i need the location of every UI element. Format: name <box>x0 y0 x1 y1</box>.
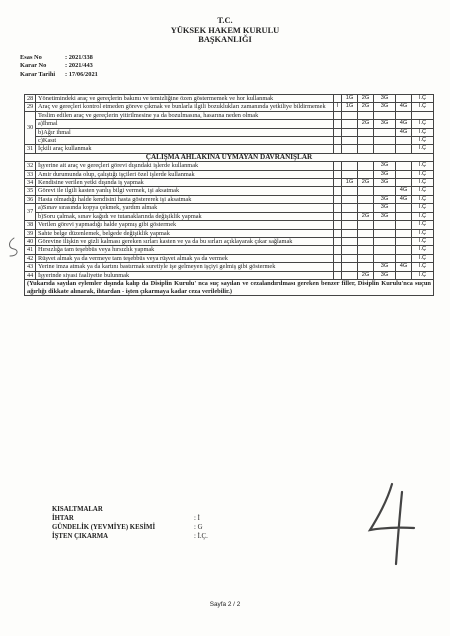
penalty-ic: İ.Ç <box>412 221 434 229</box>
table-row <box>25 170 434 178</box>
item-number: 43 <box>25 263 36 271</box>
penalty-1g <box>342 212 358 220</box>
abbr-label: KISALTMALAR <box>52 506 103 513</box>
penalty-2g <box>358 128 374 136</box>
penalty-4g <box>396 95 412 103</box>
table-row <box>25 95 434 103</box>
penalty-4g <box>396 229 412 237</box>
discipline-table <box>24 94 434 296</box>
abbr-value: : İ.Ç. <box>194 533 208 540</box>
penalty-2g <box>358 162 374 170</box>
table-row <box>25 128 434 136</box>
penalty-4g <box>396 254 412 262</box>
penalty-ic: İ.Ç <box>412 162 434 170</box>
penalty-ic: İ.Ç <box>412 263 434 271</box>
abbr-value: : G <box>194 524 203 531</box>
penalty-2g <box>358 111 374 119</box>
table-row <box>25 221 434 229</box>
item-description: Araç ve gereçleri kontrol etmeden göreve çıkmak ve bunlarla ilgili bozuklukları zamanında yetkiliye bildirmemek <box>36 103 334 111</box>
item-description: Sahte belge düzenlemek, belgede değişiklik yapmak <box>36 229 334 237</box>
penalty-4g <box>396 221 412 229</box>
table-row <box>25 137 434 145</box>
item-description: İçkili araç kullanmak <box>36 145 334 153</box>
footnote-text: (Yukarıda sayılan eylemler dışında kalıp da Disiplin Kurulu' nca suç sayılan ve cezalandırılması gereken benzer filler, Disiplin Kurulu'nca suçun ağırlığı dikkate alınarak, ihtardan - işten çıkarmaya kadar ceza verilebilir.) <box>25 279 434 295</box>
penalty-ihtar <box>334 221 342 229</box>
penalty-3g <box>374 229 396 237</box>
penalty-2g <box>358 204 374 212</box>
table-row <box>25 237 434 245</box>
item-description: a)Sınav sırasında kopya çekmek, yardım almak <box>36 204 334 212</box>
penalty-ic: İ.Ç <box>412 187 434 195</box>
item-description: İşyerine ait araç ve gereçleri görevi dışındaki işlerde kullanmak <box>36 162 334 170</box>
item-number: 35 <box>25 187 36 195</box>
penalty-3g <box>374 128 396 136</box>
penalty-4g: 4G <box>396 263 412 271</box>
item-number: 31 <box>25 145 36 153</box>
penalty-ihtar <box>334 263 342 271</box>
header-line-2: YÜKSEK HAKEM KURULU <box>170 25 280 35</box>
penalty-2g <box>358 237 374 245</box>
penalty-2g: 2G <box>358 212 374 220</box>
penalty-1g: 1G <box>342 103 358 111</box>
item-number: 32 <box>25 162 36 170</box>
penalty-4g: 4G <box>396 120 412 128</box>
table-row <box>25 229 434 237</box>
penalty-2g: 2G <box>358 271 374 279</box>
penalty-1g <box>342 111 358 119</box>
item-description: Kendisine verilen yetki dışında iş yapmak <box>36 179 334 187</box>
penalty-2g <box>358 263 374 271</box>
meta-value: : 2021/338 <box>65 54 93 61</box>
penalty-ic: İ.Ç <box>412 103 434 111</box>
penalty-1g <box>342 263 358 271</box>
penalty-3g: 3G <box>374 204 396 212</box>
abbr-label: İŞTEN ÇIKARMA <box>52 533 109 540</box>
penalty-4g: 4G <box>396 195 412 203</box>
meta-karar-tarihi <box>20 71 98 79</box>
meta-esas-no <box>20 54 98 62</box>
item-description: Görevi ile ilgili kasten yanlış bilgi vermek, işi aksatmak <box>36 187 334 195</box>
penalty-2g <box>358 221 374 229</box>
item-description: Yerine imza atmak ya da kartını bastırmak suretiyle işe gelmeyen işçiyi gelmiş gibi göstermek <box>36 263 334 271</box>
penalty-1g <box>342 120 358 128</box>
penalty-ic: İ.Ç <box>412 246 434 254</box>
table-row <box>25 204 434 212</box>
item-number: 28 <box>25 95 36 103</box>
item-number: 44 <box>25 271 36 279</box>
penalty-2g <box>358 195 374 203</box>
penalty-3g: 3G <box>374 179 396 187</box>
penalty-ic: İ.Ç <box>412 229 434 237</box>
penalty-ihtar <box>334 170 342 178</box>
item-description: Amir durumunda olup, çalıştığı işçileri özel işlerde kullanmak <box>36 170 334 178</box>
item-number: 30 <box>25 111 36 145</box>
penalty-4g <box>396 111 412 119</box>
penalty-4g: 4G <box>396 187 412 195</box>
penalty-ic: İ.Ç <box>412 179 434 187</box>
penalty-3g: 3G <box>374 195 396 203</box>
item-description: b)Ağır ihmal <box>36 128 334 136</box>
penalty-ic: İ.Ç <box>412 95 434 103</box>
penalty-3g: 3G <box>374 120 396 128</box>
table-row <box>25 103 434 111</box>
table-row <box>25 246 434 254</box>
footnote-row <box>25 279 434 295</box>
item-description: Yönetimindeki araç ve gereçlerin bakımı ve temizliğine özen göstermemek ve hor kullanmak <box>36 95 334 103</box>
penalty-3g: 3G <box>374 170 396 178</box>
table-row <box>25 111 434 119</box>
penalty-1g <box>342 254 358 262</box>
item-number: 34 <box>25 179 36 187</box>
penalty-4g <box>396 145 412 153</box>
section-title: ÇALIŞMA AHLAKINA UYMAYAN DAVRANIŞLAR <box>25 153 434 161</box>
penalty-ic: İ.Ç <box>412 137 434 145</box>
penalty-1g: 1G <box>342 95 358 103</box>
handwritten-mark <box>4 236 22 258</box>
penalty-ihtar <box>334 229 342 237</box>
penalty-1g <box>342 271 358 279</box>
signature-mark <box>362 478 424 568</box>
penalty-2g <box>358 229 374 237</box>
penalty-4g <box>396 179 412 187</box>
penalty-4g: 4G <box>396 103 412 111</box>
item-number: 37 <box>25 204 36 221</box>
penalty-ihtar: İ <box>334 103 342 111</box>
meta-value: : 17/06/2021 <box>65 70 98 78</box>
penalty-3g <box>374 254 396 262</box>
penalty-1g <box>342 221 358 229</box>
penalty-3g <box>374 237 396 245</box>
penalty-1g <box>342 170 358 178</box>
item-description: Teslim edilen araç ve gereçlerin yitirilmesine ya da bozulmasına, hasarına neden olmak <box>36 111 334 119</box>
penalty-3g <box>374 145 396 153</box>
penalty-ihtar <box>334 120 342 128</box>
item-number: 39 <box>25 229 36 237</box>
penalty-ic: İ.Ç <box>412 237 434 245</box>
penalty-ihtar <box>334 95 342 103</box>
penalty-4g <box>396 271 412 279</box>
item-number: 42 <box>25 254 36 262</box>
penalty-ic: İ.Ç <box>412 195 434 203</box>
meta-label: Karar Tarihi <box>20 70 56 78</box>
item-number: 36 <box>25 195 36 203</box>
penalty-3g: 3G <box>374 162 396 170</box>
penalty-1g <box>342 195 358 203</box>
item-description: İşyerinde siyasi faaliyette bulunmak <box>36 271 334 279</box>
penalty-ihtar <box>334 204 342 212</box>
penalty-2g <box>358 137 374 145</box>
table-row <box>25 120 434 128</box>
penalty-3g <box>374 111 396 119</box>
item-number: 33 <box>25 170 36 178</box>
penalty-1g <box>342 128 358 136</box>
penalty-2g: 2G <box>358 103 374 111</box>
penalty-ihtar <box>334 246 342 254</box>
penalty-1g <box>342 137 358 145</box>
penalty-ihtar <box>334 111 342 119</box>
item-description: c)Kasıt <box>36 137 334 145</box>
penalty-ic: İ.Ç <box>412 271 434 279</box>
item-number: 38 <box>25 221 36 229</box>
penalty-2g <box>358 187 374 195</box>
item-description: Rüşvet almak ya da vermeye tam teşebbüs veya rüşvet almak ya da vermek <box>36 254 334 262</box>
case-meta <box>20 54 98 79</box>
meta-value: : 2021/443 <box>65 62 93 70</box>
page-number: Sayfa 2 / 2 <box>209 601 241 608</box>
abbr-row <box>52 505 208 514</box>
header-line-3: BAŞKANLIĞI <box>198 35 252 45</box>
abbr-value: : İ <box>194 515 200 522</box>
penalty-ic: İ.Ç <box>412 254 434 262</box>
table-row <box>25 195 434 203</box>
table-row <box>25 179 434 187</box>
penalty-ihtar <box>334 179 342 187</box>
penalty-3g <box>374 187 396 195</box>
table-row <box>25 162 434 170</box>
meta-label: Karar No <box>20 62 47 70</box>
abbr-label: GÜNDELİK (YEVMİYE) KESİMİ <box>52 524 156 531</box>
abbr-row <box>52 514 208 523</box>
penalty-4g <box>396 212 412 220</box>
penalty-ihtar <box>334 195 342 203</box>
table-row <box>25 254 434 262</box>
penalty-3g: 3G <box>374 95 396 103</box>
penalty-ic: İ.Ç <box>412 212 434 220</box>
penalty-ic: İ.Ç <box>412 145 434 153</box>
penalty-1g <box>342 187 358 195</box>
item-description: Hırsızlığa tam teşebbüs veya hırsızlık yapmak <box>36 246 334 254</box>
penalty-ihtar <box>334 212 342 220</box>
penalty-2g <box>358 170 374 178</box>
abbr-label: İHTAR <box>52 515 74 522</box>
penalty-1g <box>342 246 358 254</box>
penalty-2g: 2G <box>358 179 374 187</box>
meta-karar-no <box>20 62 98 70</box>
penalty-3g: 3G <box>374 103 396 111</box>
penalty-3g <box>374 137 396 145</box>
penalty-1g <box>342 204 358 212</box>
item-description: a)İhmal <box>36 120 334 128</box>
penalty-ic: İ.Ç <box>412 170 434 178</box>
penalty-1g <box>342 145 358 153</box>
penalty-4g <box>396 137 412 145</box>
penalty-3g: 3G <box>374 212 396 220</box>
penalty-4g <box>396 204 412 212</box>
penalty-ic: İ.Ç <box>412 128 434 136</box>
section-header-row <box>25 153 434 161</box>
penalty-ic <box>412 111 434 119</box>
item-description: Verilen görevi yapmadığı halde yapmış gibi göstermek <box>36 221 334 229</box>
penalty-ihtar <box>334 162 342 170</box>
penalty-4g <box>396 246 412 254</box>
penalty-2g <box>358 246 374 254</box>
penalty-4g: 4G <box>396 128 412 136</box>
penalty-ihtar <box>334 237 342 245</box>
penalty-4g <box>396 237 412 245</box>
penalty-1g: 1G <box>342 179 358 187</box>
table-row <box>25 212 434 220</box>
penalty-ihtar <box>334 254 342 262</box>
penalty-4g <box>396 162 412 170</box>
penalty-2g <box>358 145 374 153</box>
item-number: 41 <box>25 246 36 254</box>
penalty-ihtar <box>334 145 342 153</box>
abbreviations <box>52 505 208 541</box>
item-description: Hasta olmadığı halde kendisini hasta göstererek işi aksatmak <box>36 195 334 203</box>
table-row <box>25 187 434 195</box>
penalty-1g <box>342 229 358 237</box>
header-line-1: T.C. <box>217 16 233 25</box>
penalty-2g <box>358 254 374 262</box>
penalty-ihtar <box>334 128 342 136</box>
abbr-row <box>52 523 208 532</box>
abbr-row <box>52 532 208 541</box>
document-header <box>0 16 450 45</box>
penalty-3g: 3G <box>374 263 396 271</box>
table-row <box>25 271 434 279</box>
penalty-ihtar <box>334 137 342 145</box>
penalty-ic: İ.Ç <box>412 120 434 128</box>
item-number: 29 <box>25 103 36 111</box>
penalty-4g <box>396 170 412 178</box>
penalty-1g <box>342 237 358 245</box>
penalty-ic: İ.Ç <box>412 204 434 212</box>
penalty-ihtar <box>334 271 342 279</box>
penalty-3g <box>374 246 396 254</box>
item-description: Görevine ilişkin ve gizli kalması gereken sırları kasten ve ya da bu sırları açıklayarak çıkar sağlamak <box>36 237 334 245</box>
penalty-ihtar <box>334 187 342 195</box>
item-description: b)Soru çalmak, sınav kağıdı ve tutanaklarında değişiklik yapmak <box>36 212 334 220</box>
meta-label: Esas No <box>20 54 42 61</box>
penalty-2g: 2G <box>358 120 374 128</box>
penalty-3g: 3G <box>374 271 396 279</box>
penalty-2g: 2G <box>358 95 374 103</box>
penalty-3g <box>374 221 396 229</box>
table-row <box>25 263 434 271</box>
item-number: 40 <box>25 237 36 245</box>
penalty-1g <box>342 162 358 170</box>
